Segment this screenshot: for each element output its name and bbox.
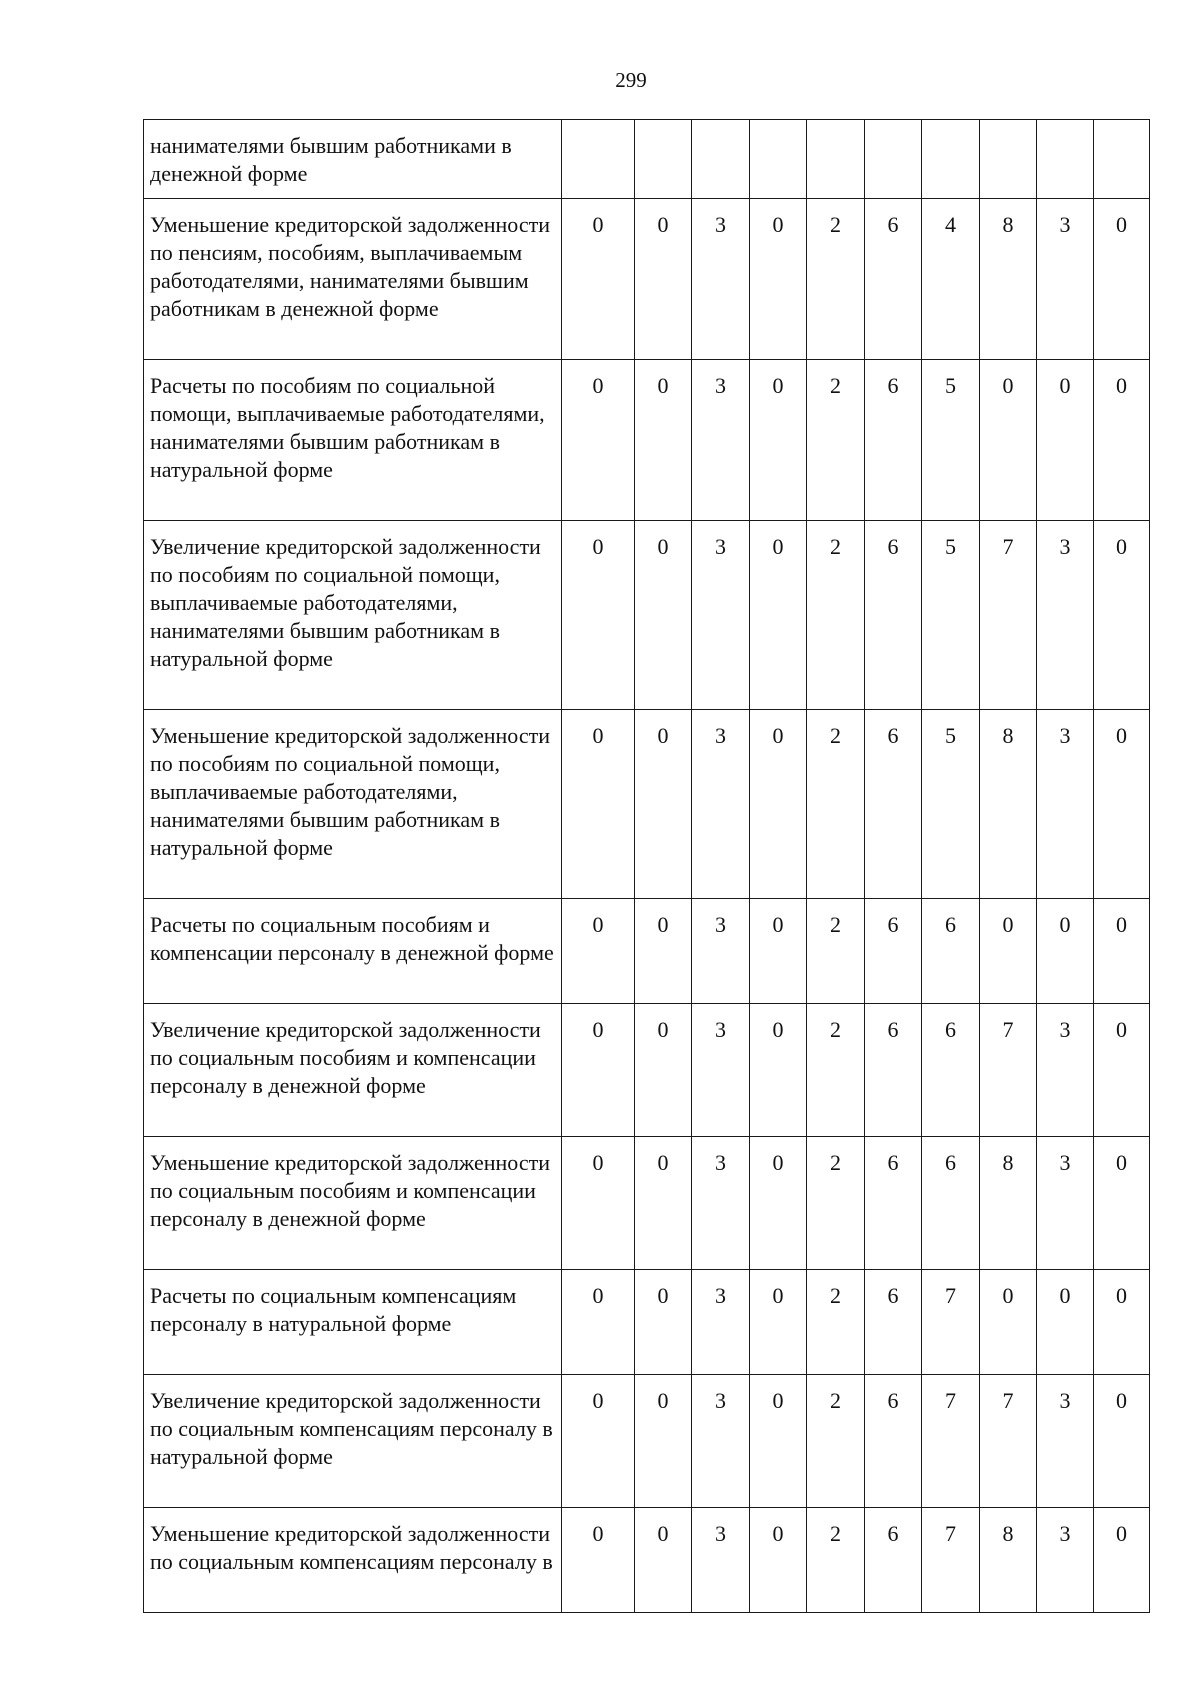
code-digit-cell (750, 120, 807, 199)
code-digit-cell: 0 (635, 360, 692, 521)
code-digit-cell: 3 (1037, 1137, 1094, 1270)
code-digit-cell: 6 (865, 199, 922, 360)
code-digit-cell: 0 (635, 1375, 692, 1508)
row-description: Расчеты по пособиям по социальной помощи, выплачиваемые работодателями, нанимателями бывшим работникам в натуральной форме (144, 360, 562, 521)
table-row (144, 1004, 1150, 1137)
code-digit-cell (807, 120, 865, 199)
code-digit-cell: 6 (865, 521, 922, 710)
table-row (144, 710, 1150, 899)
page-number: 299 (615, 68, 647, 92)
code-digit-cell: 6 (865, 1375, 922, 1508)
code-digit-cell (1037, 120, 1094, 199)
code-digit-cell: 0 (562, 710, 635, 899)
code-digit-cell: 6 (865, 1137, 922, 1270)
code-digit-cell: 3 (692, 199, 750, 360)
code-digit-cell: 2 (807, 521, 865, 710)
code-digit-cell (1094, 120, 1150, 199)
table-row (144, 360, 1150, 521)
code-digit-cell: 0 (635, 899, 692, 1004)
code-digit-cell: 8 (980, 1137, 1037, 1270)
code-digit-cell: 0 (750, 1004, 807, 1137)
code-digit-cell: 0 (750, 1508, 807, 1613)
code-digit-cell: 0 (562, 1375, 635, 1508)
code-digit-cell: 6 (865, 899, 922, 1004)
table-row (144, 521, 1150, 710)
code-digit-cell: 0 (635, 710, 692, 899)
code-digit-cell: 5 (922, 710, 980, 899)
code-digit-cell: 0 (1094, 199, 1150, 360)
code-digit-cell: 3 (692, 360, 750, 521)
code-digit-cell: 0 (1094, 710, 1150, 899)
code-digit-cell: 0 (750, 521, 807, 710)
code-digit-cell: 8 (980, 1508, 1037, 1613)
code-digit-cell: 0 (635, 521, 692, 710)
code-digit-cell: 3 (692, 1375, 750, 1508)
code-digit-cell: 0 (635, 1270, 692, 1375)
code-digit-cell: 6 (865, 1004, 922, 1137)
code-digit-cell: 6 (865, 1508, 922, 1613)
code-digit-cell: 7 (980, 1004, 1037, 1137)
table-row (144, 199, 1150, 360)
row-description: Увеличение кредиторской задолженности по пособиям по социальной помощи, выплачиваемые работодателями, нанимателями бывшим работникам в натуральной форме (144, 521, 562, 710)
code-digit-cell: 0 (1094, 1270, 1150, 1375)
code-digit-cell: 2 (807, 1508, 865, 1613)
code-digit-cell: 0 (562, 360, 635, 521)
code-digit-cell: 0 (980, 1270, 1037, 1375)
code-digit-cell (635, 120, 692, 199)
code-digit-cell: 5 (922, 360, 980, 521)
code-digit-cell: 0 (980, 360, 1037, 521)
code-digit-cell: 2 (807, 710, 865, 899)
code-digit-cell: 0 (750, 1375, 807, 1508)
code-digit-cell: 0 (750, 360, 807, 521)
row-description: Уменьшение кредиторской задолженности по пособиям по социальной помощи, выплачиваемые работодателями, нанимателями бывшим работникам в натуральной форме (144, 710, 562, 899)
code-digit-cell: 3 (1037, 199, 1094, 360)
code-digit-cell (980, 120, 1037, 199)
code-digit-cell: 6 (865, 1270, 922, 1375)
code-digit-cell: 3 (1037, 1508, 1094, 1613)
code-digit-cell: 0 (1094, 1137, 1150, 1270)
code-digit-cell: 6 (865, 710, 922, 899)
code-digit-cell: 3 (692, 1270, 750, 1375)
code-digit-cell: 0 (635, 1508, 692, 1613)
code-digit-cell: 0 (562, 1270, 635, 1375)
code-digit-cell: 2 (807, 1270, 865, 1375)
code-digit-cell: 0 (562, 521, 635, 710)
code-digit-cell: 0 (1037, 1270, 1094, 1375)
code-digit-cell: 2 (807, 1004, 865, 1137)
row-description: Расчеты по социальным пособиям и компенсации персоналу в денежной форме (144, 899, 562, 1004)
row-description: Увеличение кредиторской задолженности по социальным компенсациям персоналу в натуральной форме (144, 1375, 562, 1508)
table-body (144, 120, 1150, 1613)
code-digit-cell: 0 (562, 1004, 635, 1137)
code-digit-cell: 0 (1037, 360, 1094, 521)
code-digit-cell: 7 (980, 521, 1037, 710)
code-digit-cell: 0 (750, 899, 807, 1004)
code-digit-cell: 6 (922, 899, 980, 1004)
code-digit-cell: 0 (1094, 1375, 1150, 1508)
code-digit-cell: 0 (1094, 521, 1150, 710)
row-description: нанимателями бывшим работниками в денежной форме (144, 120, 562, 199)
code-digit-cell: 3 (692, 710, 750, 899)
code-digit-cell: 0 (1094, 1004, 1150, 1137)
table-row (144, 1270, 1150, 1375)
code-digit-cell: 0 (635, 1004, 692, 1137)
code-digit-cell: 0 (635, 1137, 692, 1270)
row-description: Увеличение кредиторской задолженности по социальным пособиям и компенсации персоналу в денежной форме (144, 1004, 562, 1137)
code-digit-cell: 3 (692, 899, 750, 1004)
code-digit-cell: 4 (922, 199, 980, 360)
code-digit-cell: 0 (562, 199, 635, 360)
code-digit-cell: 0 (562, 1508, 635, 1613)
code-digit-cell: 7 (922, 1270, 980, 1375)
code-digit-cell: 3 (692, 521, 750, 710)
code-digit-cell (692, 120, 750, 199)
account-codes-table (143, 119, 1150, 1613)
code-digit-cell: 5 (922, 521, 980, 710)
code-digit-cell: 3 (692, 1004, 750, 1137)
table-row (144, 1508, 1150, 1613)
code-digit-cell: 6 (865, 360, 922, 521)
code-digit-cell: 7 (922, 1375, 980, 1508)
code-digit-cell (562, 120, 635, 199)
code-digit-cell: 2 (807, 899, 865, 1004)
code-digit-cell: 8 (980, 199, 1037, 360)
code-digit-cell: 3 (1037, 1004, 1094, 1137)
code-digit-cell: 6 (922, 1004, 980, 1137)
code-digit-cell: 8 (980, 710, 1037, 899)
code-digit-cell: 3 (692, 1137, 750, 1270)
code-digit-cell: 2 (807, 360, 865, 521)
code-digit-cell: 3 (1037, 710, 1094, 899)
code-digit-cell: 3 (692, 1508, 750, 1613)
code-digit-cell: 7 (922, 1508, 980, 1613)
code-digit-cell: 0 (750, 1270, 807, 1375)
code-digit-cell: 2 (807, 199, 865, 360)
row-description: Уменьшение кредиторской задолженности по пенсиям, пособиям, выплачиваемым работодателями, нанимателями бывшим работникам в денежной форме (144, 199, 562, 360)
row-description: Расчеты по социальным компенсациям персоналу в натуральной форме (144, 1270, 562, 1375)
code-digit-cell: 6 (922, 1137, 980, 1270)
code-digit-cell: 0 (1037, 899, 1094, 1004)
code-digit-cell: 0 (635, 199, 692, 360)
table-row (144, 120, 1150, 199)
code-digit-cell: 2 (807, 1137, 865, 1270)
row-description: Уменьшение кредиторской задолженности по социальным компенсациям персоналу в (144, 1508, 562, 1613)
code-digit-cell: 3 (1037, 521, 1094, 710)
code-digit-cell: 0 (750, 1137, 807, 1270)
code-digit-cell: 0 (562, 1137, 635, 1270)
code-digit-cell: 0 (980, 899, 1037, 1004)
table-row (144, 1137, 1150, 1270)
code-digit-cell: 0 (1094, 360, 1150, 521)
table-row (144, 899, 1150, 1004)
row-description: Уменьшение кредиторской задолженности по социальным пособиям и компенсации персоналу в денежной форме (144, 1137, 562, 1270)
code-digit-cell: 0 (750, 710, 807, 899)
code-digit-cell (865, 120, 922, 199)
table-row (144, 1375, 1150, 1508)
code-digit-cell: 3 (1037, 1375, 1094, 1508)
code-digit-cell: 2 (807, 1375, 865, 1508)
code-digit-cell (922, 120, 980, 199)
code-digit-cell: 0 (1094, 899, 1150, 1004)
code-digit-cell: 7 (980, 1375, 1037, 1508)
code-digit-cell: 0 (562, 899, 635, 1004)
code-digit-cell: 0 (1094, 1508, 1150, 1613)
code-digit-cell: 0 (750, 199, 807, 360)
